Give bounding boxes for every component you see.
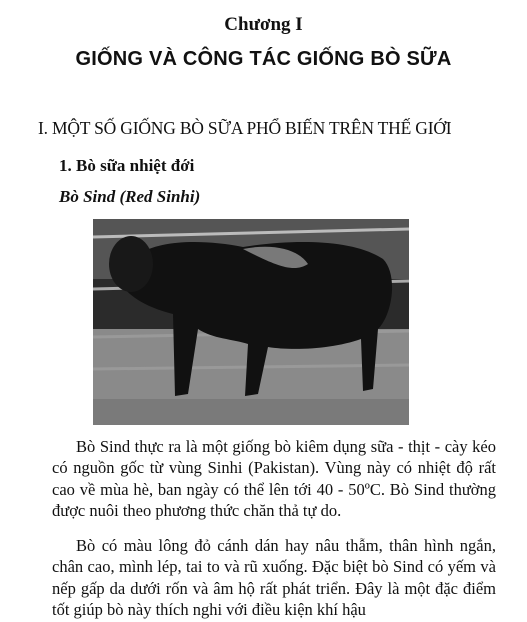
chapter-title: GIỐNG VÀ CÔNG TÁC GIỐNG BÒ SỮA <box>75 48 452 70</box>
bull-photo <box>93 219 409 425</box>
chapter-number: Chương I <box>224 14 303 35</box>
paragraph-features: Bò có màu lông đỏ cánh dán hay nâu thẫm, thân hình ngắn, chân cao, mình lép, tai to và rũ xuống. Đặc biệt bò Sind có yếm và nếp gấp da dưới rốn và âm hộ rất phát triển. Đây là một đặc điểm tốt giúp bò này thích nghi với điều kiện khí hậu <box>52 536 496 619</box>
paragraph-origin: Bò Sind thực ra là một giống bò kiêm dụng sữa - thịt - cày kéo có nguồn gốc từ vùng Sinhi (Pakistan). Vùng này có nhiệt độ rất cao về mùa hè, ban ngày có thể lên tới 40 - 50ºC. Bò Sind thường được nuôi theo phương thức chăn thả tự do. <box>52 437 496 520</box>
subsection-heading: 1. Bò sữa nhiệt đới <box>59 156 195 175</box>
breed-name: Bò Sind (Red Sinhi) <box>59 187 201 206</box>
section-heading: I. MỘT SỐ GIỐNG BÒ SỮA PHỔ BIẾN TRÊN THẾ GIỚI <box>38 118 452 138</box>
